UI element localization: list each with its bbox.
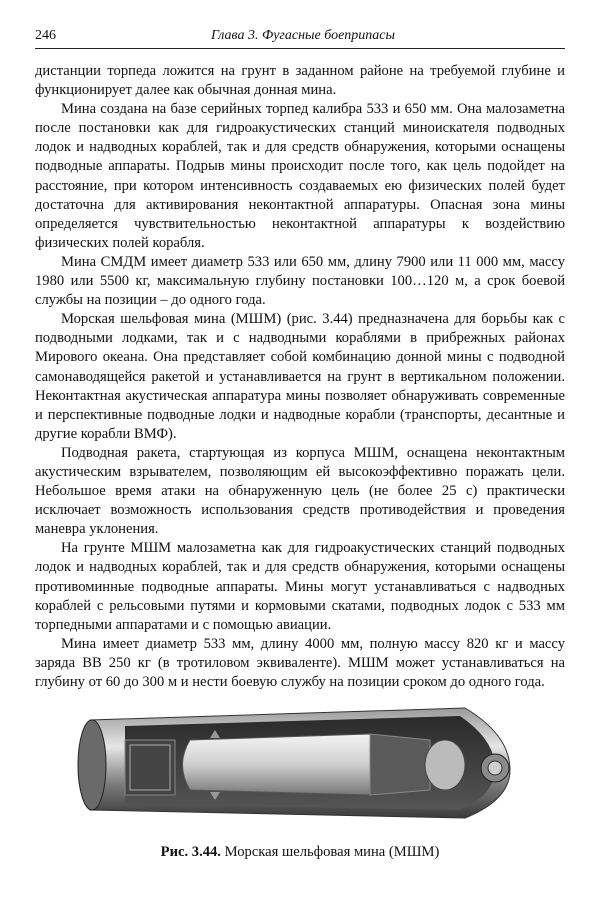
page-number: 246 <box>35 28 56 43</box>
body-text <box>35 62 565 692</box>
paragraph: Морская шельфовая мина (МШМ) (рис. 3.44) предназначена для борьбы как с подводными лодками, так и с надводными кораблями в прибрежных районах Мирового океана. Она представляет собой комбинацию донной мины с подводной самонаводящейся ракетой и устанавливается на грунт в вертикальном положении. Неконтактная акустическая аппаратура мины позволяет обнаруживать современные и перспективные подводные лодки и надводные корабли (транспорты, десантные и другие корабли ВМФ). <box>35 311 565 442</box>
caption-text: Морская шельфовая мина (МШМ) <box>220 844 440 860</box>
paragraph: На грунте МШМ малозаметна как для гидроакустических станций подводных лодок и надводных кораблей, так и для средств обнаружения, которыми оснащены противоминные подводные аппараты. Мины могут устанавливаться с надводных кораблей с рельсовыми путями и кормовыми скатами, подводных лодок с 533 мм торпедными аппаратами и с помощью авиации. <box>35 540 565 633</box>
paragraph: Мина создана на базе серийных торпед калибра 533 и 650 мм. Она малозаметна после постановки как для гидроакустических станций миноискателя подводных лодок и надводных кораблей, так и для средств обнаружения, которыми оснащены подводные аппараты. Подрыв мины происходит после того, как цель подойдет на расстояние, при котором интенсивность создаваемых ею физических полей будет достаточна для активирования неконтактной аппаратуры. Опасная зона мины определяется чувствительностью неконтактной аппаратуры к воздействию физических полей корабля. <box>35 101 565 251</box>
mine-cutaway-illustration <box>70 700 530 830</box>
figure-caption <box>0 844 600 861</box>
mine-figure <box>70 700 530 830</box>
paragraph: Мина СМДМ имеет диаметр 533 или 650 мм, длину 7900 или 11 000 мм, массу 1980 или 5500 кг, максимальную глубину постановки 100…120 м, а срок боевой службы на позиции – до одного года. <box>35 253 565 309</box>
paragraph: Подводная ракета, стартующая из корпуса МШМ, оснащена неконтактным акустическим взрывателем, позволяющим ей высокоэффективно поражать цели. Небольшое время атаки на обнаруженную цель (не более 25 с) практически исключает возможность использования средств противодействия и проведения маневра уклонения. <box>35 444 565 538</box>
running-title: Глава 3. Фугасные боеприпасы <box>210 28 395 43</box>
page-header <box>35 24 565 49</box>
paragraph: Мина имеет диаметр 533 мм, длину 4000 мм, полную массу 820 кг и массу заряда ВВ 250 кг (в тротиловом эквиваленте). МШМ может устанавливаться на глубину от 60 до 300 м и нести боевую службу на позиции сроком до одного года. <box>35 635 565 690</box>
paragraph: дистанции торпеда ложится на грунт в заданном районе на требуемой глубине и функционирует далее как обычная донная мина. <box>35 63 565 99</box>
caption-label: Рис. 3.44. <box>160 844 221 860</box>
